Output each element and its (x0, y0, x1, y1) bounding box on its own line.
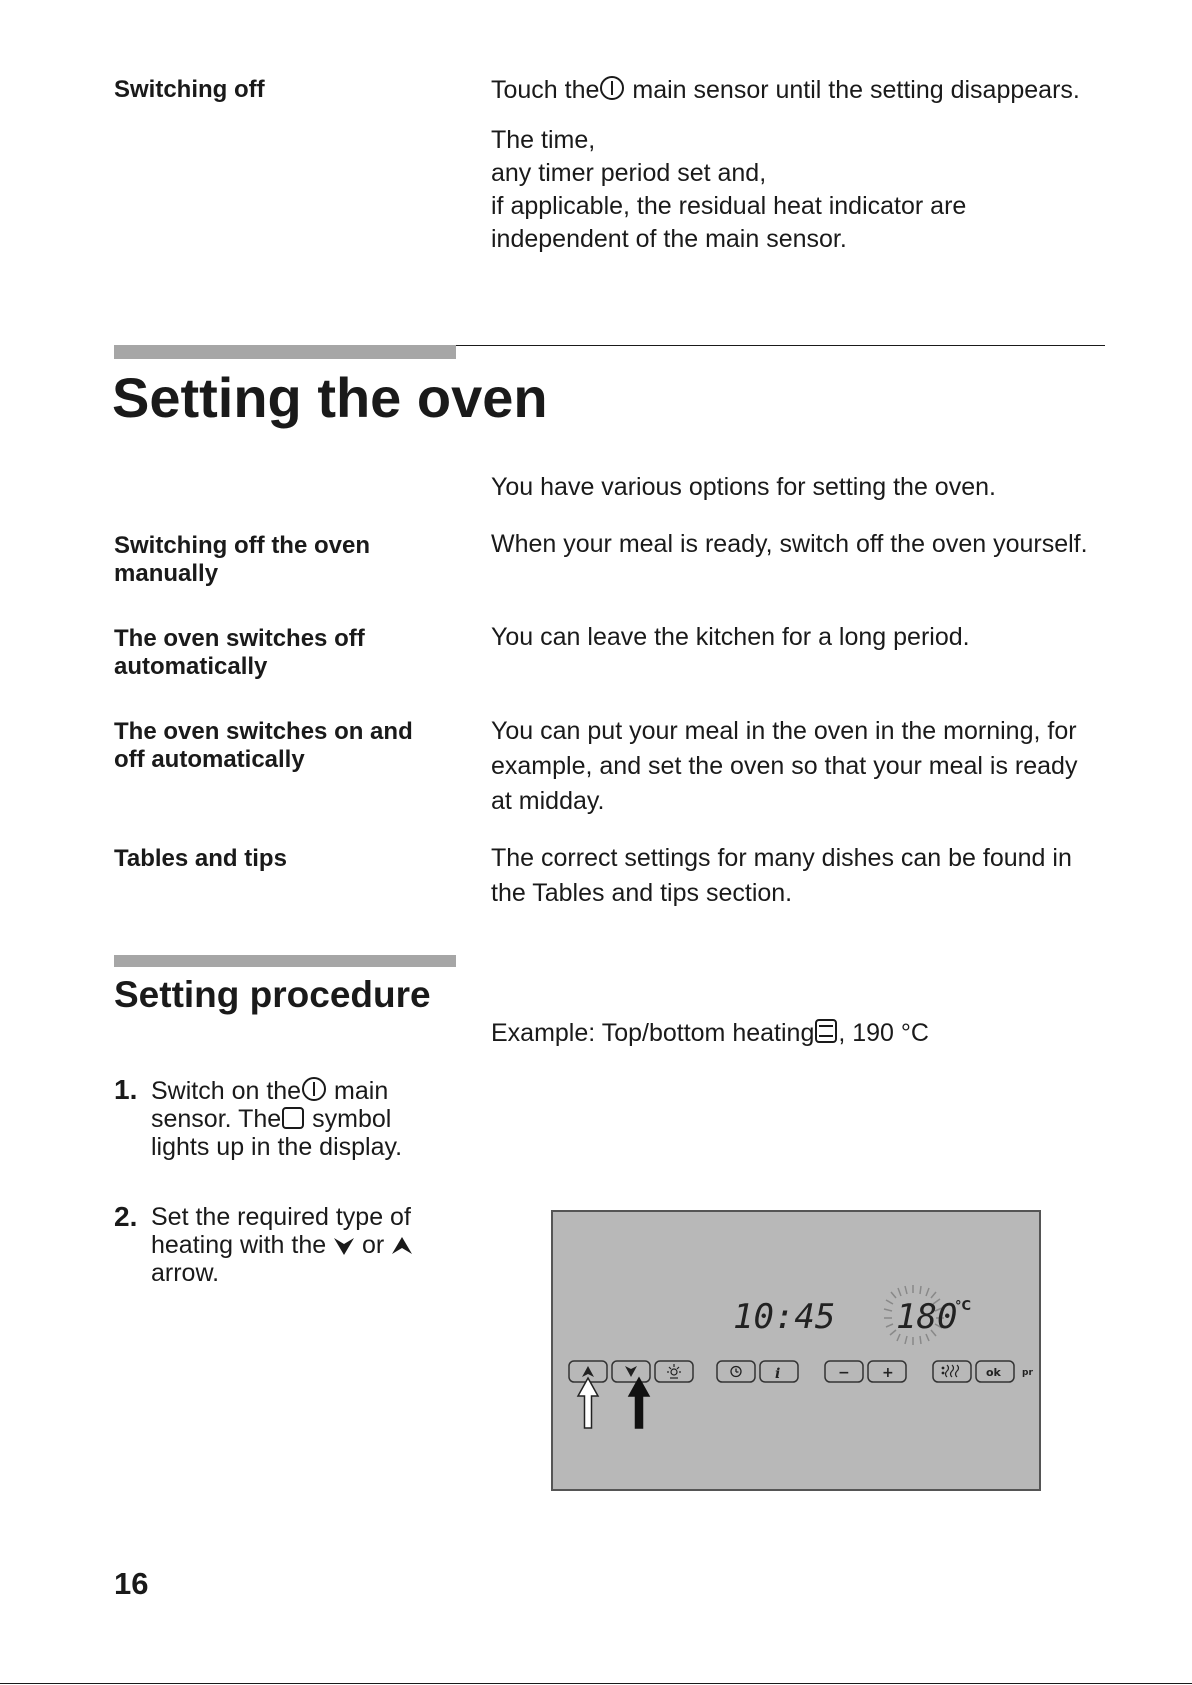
text-line: You can put your meal in the oven in the morning, for (491, 717, 1077, 745)
row-text-auto-on-off (491, 714, 1077, 819)
label-line: manually (114, 560, 219, 587)
pointer-arrow-down-solid (629, 1378, 649, 1428)
procedure-bar (114, 955, 456, 967)
text-segment: Switch on the (151, 1077, 302, 1105)
step-line: arrow. (151, 1259, 220, 1287)
row-text-manual: When your meal is ready, switch off the oven yourself. (491, 530, 1088, 558)
label-line: automatically (114, 653, 268, 680)
btn-down-icon[interactable] (625, 1366, 637, 1377)
main-sensor-icon (599, 75, 625, 101)
btn-clock-icon[interactable] (731, 1367, 741, 1377)
section-bar (114, 345, 456, 359)
step-line (151, 1231, 413, 1259)
label-line: off automatically (114, 746, 305, 773)
text-line: at midday. (491, 787, 605, 815)
para-line: any timer period set and, (491, 159, 767, 187)
para-line: if applicable, the residual heat indicator are (491, 192, 967, 220)
time-display: 10:45 (733, 1297, 836, 1337)
temperature-display: 180 (896, 1297, 958, 1337)
switching-off-para (491, 124, 966, 256)
text-segment: or (362, 1231, 385, 1259)
temperature-unit: °C (955, 1299, 972, 1314)
step-number: 1. (114, 1074, 138, 1105)
step-text (151, 1203, 413, 1287)
step-text (151, 1076, 402, 1161)
step-line (151, 1076, 402, 1105)
pointer-arrow-up-outline (578, 1378, 598, 1428)
text-segment: symbol (312, 1105, 392, 1133)
control-panel-drawing (553, 1212, 1039, 1489)
row-text-auto-off: You can leave the kitchen for a long period. (491, 623, 970, 651)
arrow-up-icon (391, 1236, 413, 1256)
btn-plus[interactable]: + (882, 1365, 894, 1381)
row-label-auto-on-off (114, 718, 413, 774)
step-line (151, 1105, 402, 1133)
step-1 (114, 1074, 454, 1174)
text-line: The correct settings for many dishes can be found in (491, 844, 1072, 872)
switching-off-label: Switching off (114, 76, 265, 103)
step-line: lights up in the display. (151, 1133, 403, 1161)
text-segment: Touch the (491, 76, 600, 104)
oven-control-panel (551, 1210, 1041, 1491)
main-sensor-icon (301, 1076, 327, 1102)
row-label-manual (114, 532, 370, 588)
section-title: Setting the oven (112, 366, 548, 429)
footer-rule (0, 1683, 1192, 1684)
btn-heat-icon[interactable] (942, 1365, 958, 1377)
text-segment: heating with the (151, 1231, 327, 1259)
section-intro: You have various options for setting the oven. (491, 473, 996, 501)
top-bottom-heating-icon (814, 1018, 838, 1044)
label-line: The oven switches on and (114, 718, 413, 745)
row-label-tables (114, 845, 287, 873)
step-2 (114, 1201, 454, 1301)
row-label-auto-off (114, 625, 365, 681)
label-line: The oven switches off (114, 625, 365, 652)
section-rule (456, 345, 1105, 346)
btn-up-icon[interactable] (582, 1366, 594, 1377)
btn-pr[interactable]: pr (1022, 1368, 1033, 1378)
text-segment: sensor. The (151, 1105, 282, 1133)
btn-light-icon[interactable] (667, 1364, 681, 1378)
label-line: Tables and tips (114, 845, 287, 872)
empty-square-icon (281, 1106, 305, 1130)
procedure-title: Setting procedure (114, 974, 431, 1015)
text-segment: Example: Top/bottom heating (491, 1019, 815, 1047)
text-segment: main (334, 1077, 389, 1105)
para-line: independent of the main sensor. (491, 225, 847, 253)
row-text-tables (491, 841, 1072, 911)
text-segment: main sensor until the setting disappears. (632, 76, 1080, 104)
text-segment: , 190 °C (838, 1019, 929, 1047)
btn-info-icon[interactable]: i (775, 1366, 781, 1382)
label-line: Switching off the oven (114, 532, 370, 559)
btn-ok[interactable]: ok (986, 1366, 1001, 1379)
page-number: 16 (114, 1566, 149, 1601)
para-line: The time, (491, 126, 596, 154)
procedure-example (491, 1017, 929, 1050)
text-line: example, and set the oven so that your meal is ready (491, 752, 1078, 780)
step-number: 2. (114, 1201, 138, 1232)
btn-minus[interactable]: − (838, 1365, 850, 1381)
switching-off-line1 (491, 74, 1080, 107)
step-line: Set the required type of (151, 1203, 411, 1231)
arrow-down-icon (333, 1236, 355, 1256)
text-line: the Tables and tips section. (491, 879, 793, 907)
